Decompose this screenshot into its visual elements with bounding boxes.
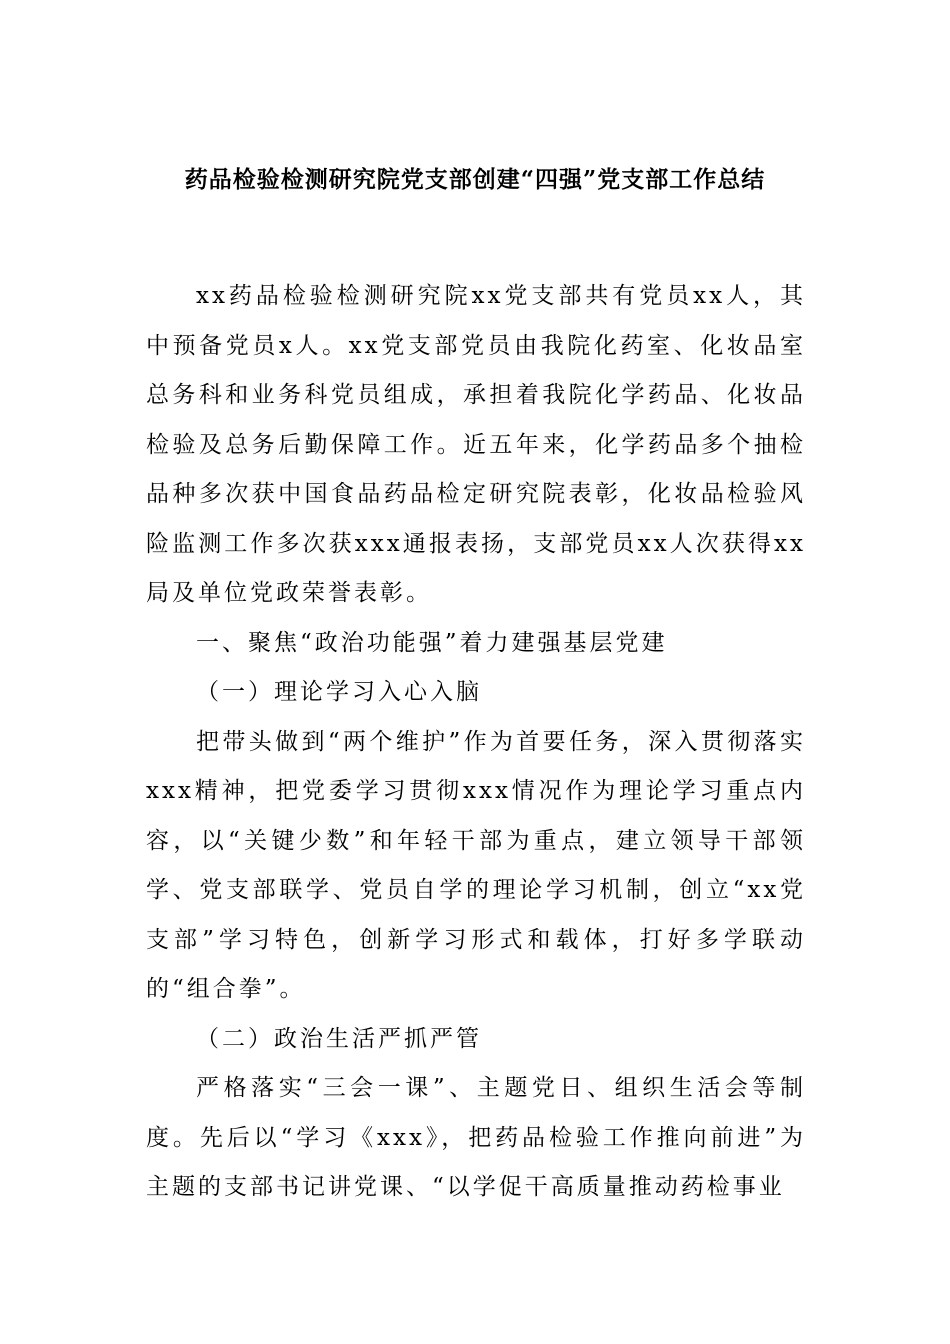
- body-paragraph-1: 把带头做到“两个维护”作为首要任务，深入贯彻落实xxx精神，把党委学习贯彻xxx情况作为理论学习重点内容，以“关键少数”和年轻干部为重点，建立领导干部领学、党支部联学、党员自学的理论学习机制，创立“xx党支部”学习特色，创新学习形式和载体，打好多学联动的“组合拳”。: [146, 728, 806, 1002]
- body-paragraph-2: 严格落实“三会一课”、主题党日、组织生活会等制度。先后以“学习《xxx》，把药品检验工作推向前进”为主题的支部书记讲党课、“以学促干高质量推动药检事业: [146, 1075, 806, 1200]
- section-heading-1: 一、聚焦“政治功能强”着力建强基层党建: [196, 629, 668, 656]
- intro-paragraph: xx药品检验检测研究院xx党支部共有党员xx人，其中预备党员x人。xx党支部党员由我院化药室、化妆品室总务科和业务科党员组成，承担着我院化学药品、化妆品检验及总务后勤保障工作。近五年来，化学药品多个抽检品种多次获中国食品药品检定研究院表彰，化妆品检验风险监测工作多次获xxx通报表扬，支部党员xx人次获得xx局及单位党政荣誉表彰。: [146, 283, 806, 606]
- document-body: [146, 272, 806, 1213]
- document-title: 药品检验检测研究院党支部创建“四强”党支部工作总结: [184, 166, 766, 193]
- subsection-heading-2: （二）政治生活严抓严管: [196, 1025, 482, 1052]
- subsection-heading-1: （一）理论学习入心入脑: [196, 679, 482, 705]
